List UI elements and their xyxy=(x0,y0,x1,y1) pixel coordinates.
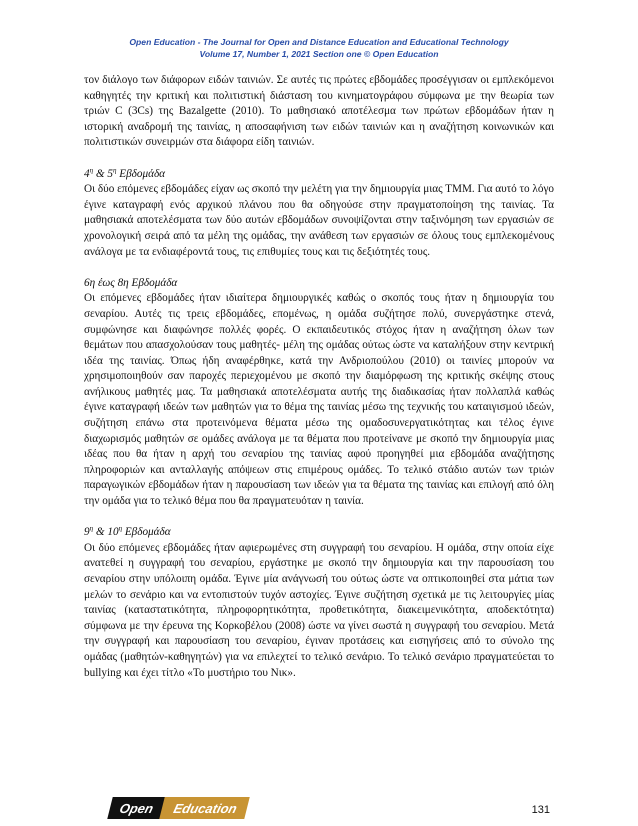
paragraph-intro: τον διάλογο των διάφορων ειδών ταινιών. Σε αυτές τις πρώτες εβδομάδες προσέγγισαν οι εμπλεκόμενοι καθηγητές την κριτική και πολιτιστική διάσταση του κινηματογράφου σύμφωνα με την θεωρία των τριών C (3Cs) της Bazalgette (2010). Το μαθησιακό αποτέλεσμα των πρώτων εβδομάδων ήταν η ιστορική αναδρομή της ταινίας, η αποσαφήνιση των ειδών ταινιών και η αναζήτηση κοινωνικών και πολιτιστικών συνειρμών στα διάφορα είδη ταινιών. xyxy=(84,74,554,149)
heading-part: & 5 xyxy=(93,167,113,180)
heading-part: & 10 xyxy=(93,526,119,539)
paragraph-week-9-10: Οι δύο επόμενες εβδομάδες ήταν αφιερωμένες στη συγγραφή του σεναρίου. Η ομάδα, στην οποία είχε ανατεθεί η συγγραφή του σεναρίου, εργάστηκε με σκοπό την δημιουργία και την παρουσίαση του σεναρίου στην υπόλοιπη ομάδα. Έγινε μία ανάγνωσή του ούτως ώστε να οπτικοποιηθεί στα μάτια των μελών το σενάριο και να εντοπιστούν τυχόν αστοχίες. Έγινε συζήτηση σχετικά με τις λειτουργίες μίας ταινίας (καταστατικότητα, πληροφορητικότητα, προθετικότητα, διακειμενικότητα, αποδεκτότητα) σύμφωνα με την έρευνα της Κορκοβέλου (2008) ώστε να γίνει σωστά η συγγραφή του σεναρίου. Μετά την συγγραφή και παρουσίαση του σεναρίου, έγιναν προτάσεις και εισηγήσεις από το σύνολο της ομάδας (μαθητών-καθηγητών) για να επιλεχτεί το τελικό σενάριο. Το τελικό σενάριο πραγματεύεται το bullying και έχει τίτλο «Το μυστήριο του Νικ». xyxy=(84,541,554,679)
article-body xyxy=(84,73,554,681)
section-heading-week-4-5 xyxy=(84,167,554,183)
heading-superscript: η xyxy=(112,165,117,174)
heading-part: 9 xyxy=(84,526,90,539)
journal-header-line-2: Volume 17, Number 1, 2021 Section one © Open Education xyxy=(199,49,439,59)
paragraph-gap xyxy=(84,260,554,276)
logo-education-text: Education xyxy=(159,797,249,819)
section-heading-week-6-8: 6η έως 8η Εβδομάδα xyxy=(84,276,178,289)
paragraph-gap xyxy=(84,151,554,167)
heading-superscript: η xyxy=(118,524,123,533)
logo-open-text: Open xyxy=(107,797,166,819)
paragraph-week-6-8: Οι επόμενες εβδομάδες ήταν ιδιαίτερα δημιουργικές καθώς ο σκοπός τους ήταν η δημιουργία του σεναρίου. Αυτές τις τρεις εβδομάδες, επομένως, η ομάδα συζήτησε πολύ, συνεργάστηκε στενά, συμφώνησε και διαφώνησε πολλές φορές. Ο εκπαιδευτικός στόχος ήταν η αναζήτηση όλων των θεμάτων που απασχολούσαν τους μαθητές- μέλη της ομάδας ούτως ώστε να καταλήξουν στην κεντρική ιδέα της ταινίας. Όπως ήδη αναφέρθηκε, κατά την Ανδριοπούλου (2010) οι ταινίες μπορούν να χρησιμοποιηθούν σαν παροχές περιεχομένου με σκοπό την διαμόρφωση της κριτικής σκέψης στους ανήλικους μαθητές μας. Τα μαθησιακά αποτελέσματα αυτής της διαδικασίας ήταν πολλαπλά καθώς έγινε καταγραφή ιδεών των μαθητών για το θέμα της ταινίας μέσω της τεχνικής του καταιγισμού ιδεών, συζήτηση επάνω στα προτεινόμενα θέματα μέσω της ομαδοσυνεργατικότητας και τέλος έγινε διαχωρισμός μαθητών σε ομάδες ανάλογα με τα θέματα που προτείνανε με σκοπό την δημιουργία μιας ιδέας που θα ήταν η αρχή του σεναρίου της ταινίας αφού προηγηθεί μια εβδομάδα αναζήτησης πληροφοριών και ανταλλαγής απόψεων στις επιμέρους ομάδες. Το τελικό στάδιο αυτών των τριών παραγωγικών εβδομάδων ήταν η παρουσίαση των ιδεών για τα θέματα της ταινίας και επιλογή από όλη την ομάδα για το τελικό θέμα που θα πραγματευόταν η ταινία. xyxy=(84,292,554,508)
heading-part: Εβδομάδα xyxy=(122,526,171,539)
open-education-logo xyxy=(110,797,247,819)
heading-superscript: η xyxy=(89,165,94,174)
heading-part: Εβδομάδα xyxy=(116,167,166,180)
paragraph-gap xyxy=(84,510,554,526)
heading-part: 4 xyxy=(84,167,90,180)
page-number: 131 xyxy=(531,804,550,816)
journal-header xyxy=(80,36,558,60)
section-heading-week-9-10 xyxy=(84,525,554,541)
paragraph-week-4-5: Οι δύο επόμενες εβδομάδες είχαν ως σκοπό την μελέτη για την δημιουργία μιας ΤΜΜ. Για αυτό το λόγο έγινε καταγραφή ενός αρχικού πλάνου που θα οδηγούσε στην πραγματοποίηση της ταινίας. Τα μαθησιακά αποτελέσματα των δύο αυτών εβδομάδων συνοψίζονται στην ταξινόμηση των εργασιών σε χρονολογική σειρά από τα μέλη της ομάδας, την ανάθεση των εργασιών σε όλους τους εμπλεκομένους ανάλογα με τα ενδιαφέροντά τους, τις επιθυμίες τους και τις δεξιότητές τους. xyxy=(84,183,554,258)
journal-header-line-1: Open Education - The Journal for Open and Distance Education and Educational Technology xyxy=(129,37,509,47)
heading-superscript: η xyxy=(89,524,94,533)
